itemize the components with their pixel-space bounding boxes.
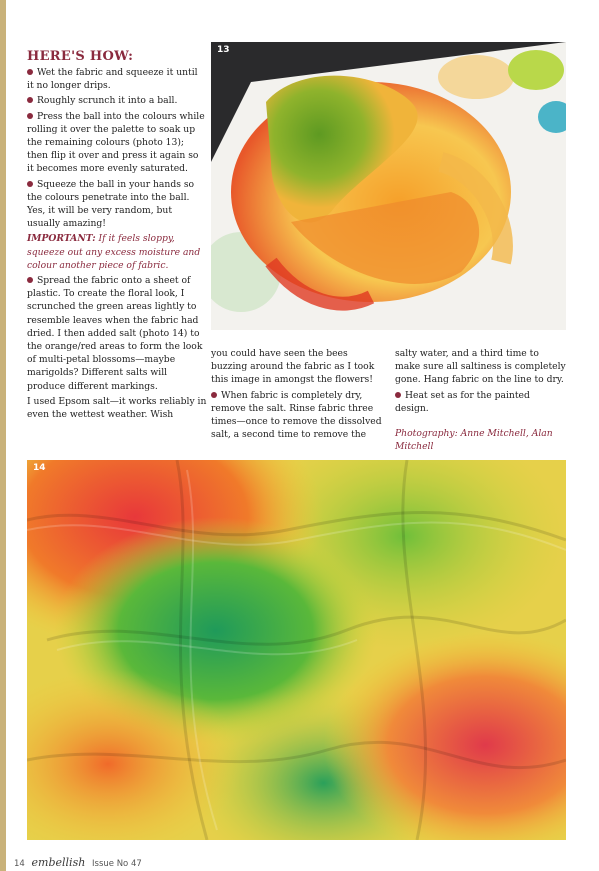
photo-14-number: 14	[33, 463, 46, 473]
step-3: Press the ball into the colours while rolling it over the palette to soak up the remaining colours (photo 13); then flip it over and press it again so it becomes more evenly saturated.	[27, 110, 205, 175]
important-note: IMPORTANT: If it feels sloppy, squeeze out any excess moisture and colour another piece of fabric.	[27, 233, 201, 271]
photo-credit: Photography: Anne Mitchell, Alan Mitchell	[395, 428, 553, 453]
magazine-logo: embellish	[31, 856, 86, 869]
bullet-icon	[211, 392, 217, 398]
middle-text-column	[211, 347, 383, 443]
step-7: Heat set as for the painted design.	[395, 389, 530, 414]
epsom-paragraph: I used Epsom salt—it works reliably in even the wettest weather. Wish	[27, 395, 207, 421]
left-text-column	[27, 49, 207, 423]
issue-label: Issue No 47	[92, 859, 142, 869]
step-4: Squeeze the ball in your hands so the colours penetrate into the ball. Yes, it will be very random, but usually amazing!	[27, 178, 195, 230]
page-spine-bar	[0, 0, 6, 871]
photo-13-number: 13	[217, 45, 230, 55]
step-5: Spread the fabric onto a sheet of plastic. To create the floral look, I scrunched the green areas lightly to resemble leaves when the fabric had dried. I then added salt (photo 14) to the orange/red areas to form the look of multi-petal blossoms—maybe marigolds? Different salts will produce different markings.	[27, 275, 203, 392]
photo-14	[27, 460, 566, 840]
section-heading: HERE'S HOW:	[27, 49, 134, 64]
bullet-icon	[27, 277, 33, 283]
step-2: Roughly scrunch it into a ball.	[27, 94, 207, 107]
bullet-icon	[395, 392, 401, 398]
photo-14-image	[27, 460, 566, 840]
rinse-paragraph: salty water, and a third time to make sure all saltiness is completely gone. Hang fabric on the line to dry.	[395, 348, 566, 386]
page-footer	[14, 856, 142, 869]
bullet-icon	[27, 113, 33, 119]
bullet-icon	[27, 181, 33, 187]
bullet-icon	[27, 69, 33, 75]
bees-paragraph: you could have seen the bees buzzing around the fabric as I took this image in amongst the flowers!	[211, 348, 375, 386]
bullet-icon	[27, 97, 33, 103]
photo-13-image	[211, 42, 566, 330]
page-number: 14	[14, 859, 25, 869]
right-text-column	[395, 347, 566, 455]
step-1: Wet the fabric and squeeze it until it no longer drips.	[27, 67, 198, 92]
step-6: When fabric is completely dry, remove the salt. Rinse fabric three times—once to remove the dissolved salt, a second time to remove the	[211, 389, 382, 441]
photo-13	[211, 42, 566, 330]
